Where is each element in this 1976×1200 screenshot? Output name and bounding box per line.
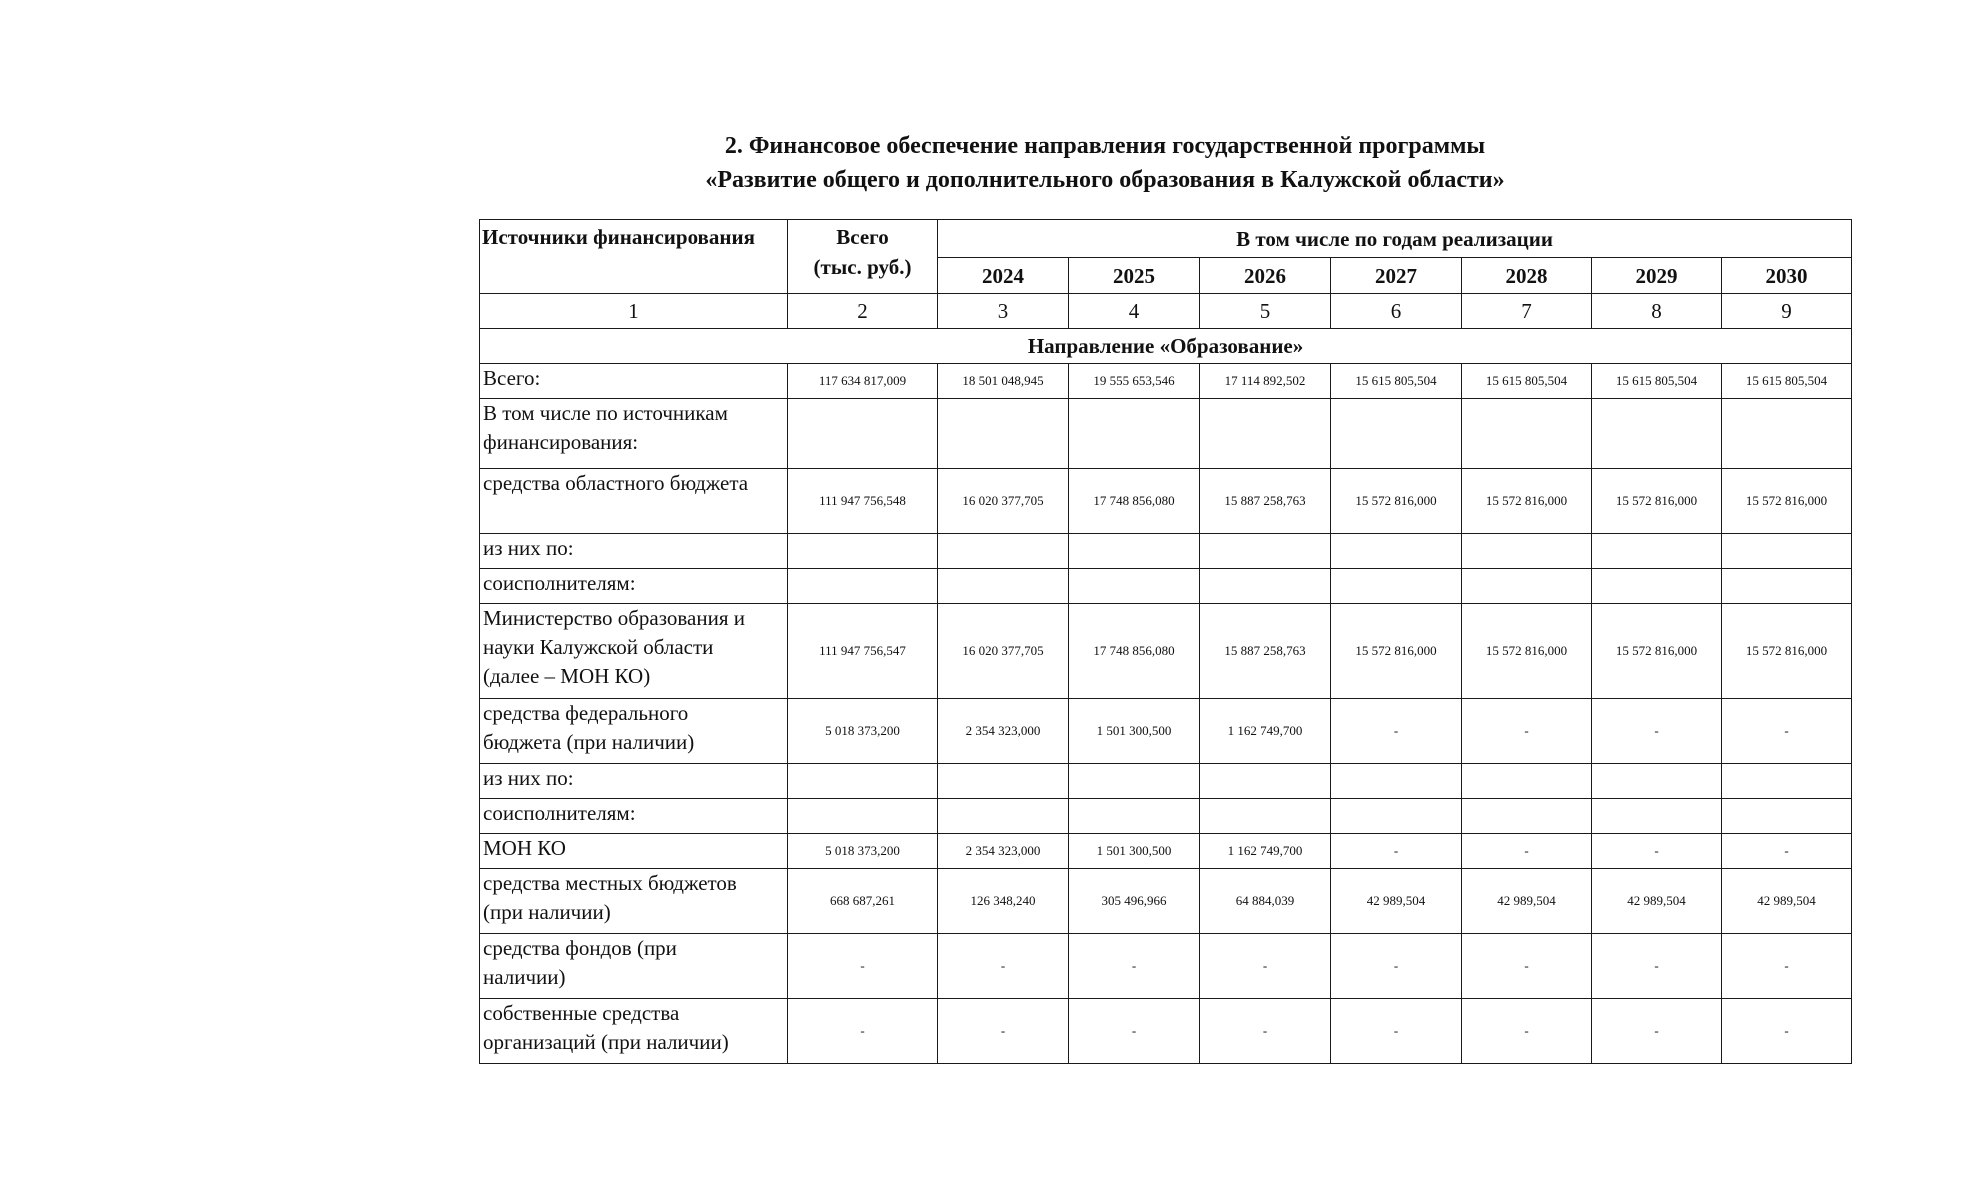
- row-year-value-cell: -: [1462, 999, 1592, 1064]
- row-year-value-cell: [938, 799, 1069, 834]
- row-year-value-cell: -: [938, 999, 1069, 1064]
- row-year-value-cell: -: [1722, 834, 1852, 869]
- title-line-1: 2. Финансовое обеспечение направления государственной программы: [724, 133, 1486, 159]
- row-year-value-cell: 42 989,504: [1722, 869, 1852, 934]
- row-source-label: [480, 764, 788, 799]
- row-source-label-line: МОН КО: [483, 836, 566, 860]
- row-year-value-cell: -: [1200, 934, 1331, 999]
- row-year-value-cell: 1 162 749,700: [1200, 834, 1331, 869]
- row-total-cell: [788, 399, 938, 469]
- row-source-label-line: Всего:: [483, 366, 541, 390]
- row-year-value-cell: -: [938, 934, 1069, 999]
- row-source-label: [480, 364, 788, 399]
- row-source-label: [480, 469, 788, 534]
- header-total-line-2: (тыс. руб.): [813, 255, 912, 279]
- row-year-value-cell: [1069, 534, 1200, 569]
- row-source-label-line: из них по:: [483, 766, 574, 790]
- header-year: 2024: [938, 258, 1069, 294]
- table-row: [480, 469, 1852, 534]
- row-year-value-cell: 15 572 816,000: [1592, 604, 1722, 699]
- row-total-cell: [788, 764, 938, 799]
- row-year-value-cell: -: [1069, 999, 1200, 1064]
- row-year-value-cell: 64 884,039: [1200, 869, 1331, 934]
- row-year-value-cell: [1200, 764, 1331, 799]
- row-year-value-cell: 305 496,966: [1069, 869, 1200, 934]
- column-number: 7: [1462, 294, 1592, 329]
- row-source-label-line: организаций (при наличии): [483, 1030, 729, 1054]
- row-source-label-line: науки Калужской области: [483, 635, 714, 659]
- row-year-value-cell: 15 572 816,000: [1331, 469, 1462, 534]
- row-year-value-cell: [1069, 764, 1200, 799]
- row-year-value-cell: 15 572 816,000: [1331, 604, 1462, 699]
- row-source-label: [480, 999, 788, 1064]
- row-year-value-cell: [1722, 799, 1852, 834]
- row-year-value-cell: 15 887 258,763: [1200, 604, 1331, 699]
- row-year-value-cell: 2 354 323,000: [938, 699, 1069, 764]
- row-year-value-cell: -: [1722, 699, 1852, 764]
- row-source-label-line: (при наличии): [483, 900, 611, 924]
- row-source-label: [480, 799, 788, 834]
- table-row: [480, 534, 1852, 569]
- row-total-cell: -: [788, 999, 938, 1064]
- row-source-label-line: соисполнителям:: [483, 801, 636, 825]
- row-source-label-line: средства фондов (при: [483, 936, 677, 960]
- row-source-label: [480, 604, 788, 699]
- row-year-value-cell: [1592, 799, 1722, 834]
- row-total-cell: [788, 799, 938, 834]
- row-source-label: [480, 699, 788, 764]
- row-year-value-cell: [1722, 569, 1852, 604]
- row-year-value-cell: [1200, 569, 1331, 604]
- row-year-value-cell: [1462, 534, 1592, 569]
- row-year-value-cell: [1331, 799, 1462, 834]
- row-source-label-line: собственные средства: [483, 1001, 680, 1025]
- header-years-group: В том числе по годам реализации: [938, 220, 1852, 258]
- column-number: 3: [938, 294, 1069, 329]
- row-total-cell: 111 947 756,548: [788, 469, 938, 534]
- row-year-value-cell: -: [1592, 999, 1722, 1064]
- header-year: 2028: [1462, 258, 1592, 294]
- row-source-label-line: бюджета (при наличии): [483, 730, 695, 754]
- row-year-value-cell: 16 020 377,705: [938, 469, 1069, 534]
- title-line-2: «Развитие общего и дополнительного образования в Калужской области»: [705, 167, 1505, 193]
- row-year-value-cell: [1722, 399, 1852, 469]
- row-year-value-cell: 15 572 816,000: [1722, 604, 1852, 699]
- document-title: [480, 129, 1730, 197]
- table-row: [480, 869, 1852, 934]
- row-year-value-cell: [1200, 799, 1331, 834]
- row-source-label-line: средства федерального: [483, 701, 689, 725]
- row-year-value-cell: -: [1331, 934, 1462, 999]
- table-row: [480, 399, 1852, 469]
- table-row: [480, 764, 1852, 799]
- table-row: [480, 604, 1852, 699]
- row-year-value-cell: 126 348,240: [938, 869, 1069, 934]
- row-source-label: [480, 399, 788, 469]
- row-year-value-cell: 15 887 258,763: [1200, 469, 1331, 534]
- table-row: [480, 934, 1852, 999]
- row-year-value-cell: 1 501 300,500: [1069, 834, 1200, 869]
- row-source-label-line: средства областного бюджета: [483, 471, 749, 495]
- row-year-value-cell: 15 615 805,504: [1462, 364, 1592, 399]
- section-title: Направление «Образование»: [480, 329, 1852, 364]
- row-total-cell: 668 687,261: [788, 869, 938, 934]
- row-year-value-cell: [1069, 399, 1200, 469]
- row-year-value-cell: -: [1200, 999, 1331, 1064]
- column-number: 8: [1592, 294, 1722, 329]
- table-row: [480, 834, 1852, 869]
- row-source-label-line: В том числе по источникам: [483, 401, 728, 425]
- header-year: 2030: [1722, 258, 1852, 294]
- row-year-value-cell: -: [1722, 999, 1852, 1064]
- header-year: 2025: [1069, 258, 1200, 294]
- row-year-value-cell: 17 748 856,080: [1069, 604, 1200, 699]
- column-number: 4: [1069, 294, 1200, 329]
- row-year-value-cell: 15 615 805,504: [1722, 364, 1852, 399]
- row-year-value-cell: [1462, 764, 1592, 799]
- row-year-value-cell: [1200, 399, 1331, 469]
- row-source-label-line: наличии): [483, 965, 566, 989]
- row-year-value-cell: [1069, 569, 1200, 604]
- row-year-value-cell: 15 572 816,000: [1462, 604, 1592, 699]
- column-number: 2: [788, 294, 938, 329]
- table-row: [480, 799, 1852, 834]
- row-year-value-cell: 15 572 816,000: [1462, 469, 1592, 534]
- row-year-value-cell: -: [1592, 934, 1722, 999]
- row-total-cell: 5 018 373,200: [788, 834, 938, 869]
- row-year-value-cell: [1722, 764, 1852, 799]
- table-row: [480, 569, 1852, 604]
- row-year-value-cell: [1069, 799, 1200, 834]
- header-year: 2029: [1592, 258, 1722, 294]
- row-year-value-cell: [1331, 569, 1462, 604]
- row-year-value-cell: [1462, 569, 1592, 604]
- row-year-value-cell: [1592, 569, 1722, 604]
- row-year-value-cell: [1592, 399, 1722, 469]
- row-source-label: [480, 569, 788, 604]
- row-year-value-cell: [1462, 399, 1592, 469]
- row-year-value-cell: 15 572 816,000: [1722, 469, 1852, 534]
- header-total: [788, 220, 938, 294]
- row-year-value-cell: [1331, 399, 1462, 469]
- row-year-value-cell: 15 572 816,000: [1592, 469, 1722, 534]
- row-total-cell: -: [788, 934, 938, 999]
- row-year-value-cell: [1462, 799, 1592, 834]
- row-year-value-cell: 15 615 805,504: [1592, 364, 1722, 399]
- row-year-value-cell: 17 748 856,080: [1069, 469, 1200, 534]
- row-year-value-cell: [1200, 534, 1331, 569]
- row-total-cell: 5 018 373,200: [788, 699, 938, 764]
- row-year-value-cell: [1331, 534, 1462, 569]
- row-total-cell: 111 947 756,547: [788, 604, 938, 699]
- row-total-cell: [788, 534, 938, 569]
- header-sources: Источники финансирования: [480, 220, 788, 294]
- row-source-label-line: из них по:: [483, 536, 574, 560]
- row-source-label-line: Министерство образования и: [483, 606, 745, 630]
- row-year-value-cell: -: [1722, 934, 1852, 999]
- row-year-value-cell: [938, 534, 1069, 569]
- row-total-cell: 117 634 817,009: [788, 364, 938, 399]
- row-source-label-line: соисполнителям:: [483, 571, 636, 595]
- row-year-value-cell: [1722, 534, 1852, 569]
- row-year-value-cell: 42 989,504: [1462, 869, 1592, 934]
- row-year-value-cell: -: [1331, 999, 1462, 1064]
- column-number: 6: [1331, 294, 1462, 329]
- row-year-value-cell: -: [1592, 834, 1722, 869]
- row-year-value-cell: [938, 399, 1069, 469]
- row-year-value-cell: -: [1331, 699, 1462, 764]
- row-year-value-cell: 16 020 377,705: [938, 604, 1069, 699]
- column-number: 1: [480, 294, 788, 329]
- row-year-value-cell: 1 162 749,700: [1200, 699, 1331, 764]
- financing-table: [479, 219, 1852, 1064]
- row-year-value-cell: [1331, 764, 1462, 799]
- row-year-value-cell: [938, 764, 1069, 799]
- row-source-label-line: средства местных бюджетов: [483, 871, 737, 895]
- row-year-value-cell: [1592, 534, 1722, 569]
- header-year: 2026: [1200, 258, 1331, 294]
- row-year-value-cell: 15 615 805,504: [1331, 364, 1462, 399]
- row-year-value-cell: -: [1462, 934, 1592, 999]
- row-source-label: [480, 934, 788, 999]
- row-year-value-cell: 19 555 653,546: [1069, 364, 1200, 399]
- row-source-label: [480, 834, 788, 869]
- row-year-value-cell: 2 354 323,000: [938, 834, 1069, 869]
- row-year-value-cell: 17 114 892,502: [1200, 364, 1331, 399]
- header-total-line-1: Всего: [836, 225, 889, 249]
- table-row: [480, 999, 1852, 1064]
- header-year: 2027: [1331, 258, 1462, 294]
- column-number: 9: [1722, 294, 1852, 329]
- row-total-cell: [788, 569, 938, 604]
- row-source-label: [480, 869, 788, 934]
- row-year-value-cell: -: [1462, 834, 1592, 869]
- row-year-value-cell: [1592, 764, 1722, 799]
- row-year-value-cell: [938, 569, 1069, 604]
- row-year-value-cell: -: [1592, 699, 1722, 764]
- row-year-value-cell: -: [1069, 934, 1200, 999]
- table-row: [480, 364, 1852, 399]
- row-year-value-cell: 42 989,504: [1592, 869, 1722, 934]
- row-year-value-cell: -: [1462, 699, 1592, 764]
- row-source-label-line: (далее – МОН КО): [483, 664, 651, 688]
- row-source-label-line: финансирования:: [483, 430, 639, 454]
- row-year-value-cell: 42 989,504: [1331, 869, 1462, 934]
- row-year-value-cell: 18 501 048,945: [938, 364, 1069, 399]
- row-source-label: [480, 534, 788, 569]
- table-row: [480, 699, 1852, 764]
- row-year-value-cell: 1 501 300,500: [1069, 699, 1200, 764]
- column-number: 5: [1200, 294, 1331, 329]
- row-year-value-cell: -: [1331, 834, 1462, 869]
